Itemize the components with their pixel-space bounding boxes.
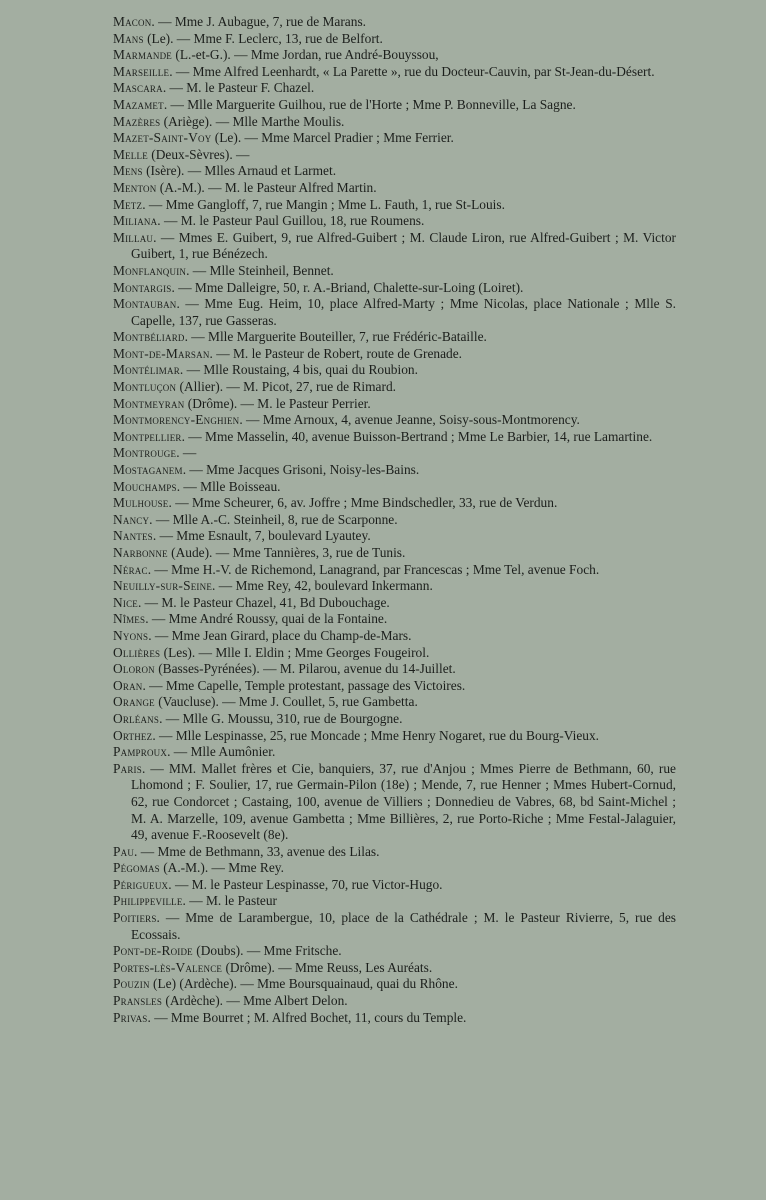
entry-place: Pamproux	[113, 744, 168, 760]
entry-text: . — Mlle Marguerite Bouteiller, 7, rue Frédéric-Bataille.	[184, 329, 487, 345]
entry-text: . — Mme Capelle, Temple protestant, passage des Victoires.	[142, 677, 466, 693]
entry-place: Mont-de-Marsan	[113, 345, 210, 361]
directory-entry	[113, 993, 676, 1010]
entry-place: Montrouge	[113, 445, 177, 461]
entry-place: Nantes	[113, 528, 153, 544]
entry-text: (Drôme). — M. le Pasteur Perrier.	[184, 395, 371, 411]
entry-text: . — M. le Pasteur Chazel, 41, Bd Dubouchage.	[137, 594, 390, 610]
entry-place: Philippeville	[113, 893, 183, 909]
directory-entry	[113, 80, 676, 97]
entry-text: . — Mmes E. Guibert, 9, rue Alfred-Guibert ; M. Claude Liron, rue Alfred-Guibert ; M. Victor Guibert, 1, rue Bénézech.	[131, 229, 676, 262]
entry-text: . —	[176, 445, 197, 461]
directory-entry	[113, 678, 676, 695]
directory-entry	[113, 329, 676, 346]
directory-entry	[113, 14, 676, 31]
entry-text: . — Mme Masselin, 40, avenue Buisson-Bertrand ; Mme Le Barbier, 14, rue Lamartine.	[181, 428, 653, 444]
entry-text: (Le). — Mme F. Leclerc, 13, rue de Belfort.	[143, 30, 383, 46]
entry-place: Monflanquin	[113, 262, 187, 278]
entry-text: . — Mme Bourret ; M. Alfred Bochet, 11, cours du Temple.	[147, 1009, 467, 1025]
entry-text: . — Mme Esnault, 7, boulevard Lyautey.	[152, 528, 371, 544]
entry-place: Périgueux	[113, 876, 169, 892]
entry-place: Mazet-Saint-Voy	[113, 130, 212, 146]
entry-text: (A.-M.). — M. le Pasteur Alfred Martin.	[156, 179, 377, 195]
directory-entry	[113, 213, 676, 230]
entry-text: . — Mlle Steinheil, Bennet.	[186, 262, 334, 278]
entry-place: Montélimar	[113, 362, 180, 378]
directory-entry	[113, 943, 676, 960]
entry-text: (L.-et-G.). — Mme Jordan, rue André-Bouyssou,	[172, 47, 439, 63]
entry-text: . — Mlle Boisseau.	[176, 478, 281, 494]
directory-entry	[113, 744, 676, 761]
entry-text: . — Mme Dalleigre, 50, r. A.-Briand, Chalette-sur-Loing (Loiret).	[171, 279, 524, 295]
directory-entry	[113, 130, 676, 147]
entry-text: . — Mme Scheurer, 6, av. Joffre ; Mme Bindschedler, 33, rue de Verdun.	[168, 495, 558, 511]
entry-place: Paris	[113, 760, 142, 776]
directory-entry	[113, 877, 676, 894]
directory-entry	[113, 147, 676, 164]
entry-text: (Deux-Sèvres). —	[147, 146, 250, 162]
entry-place: Nyons	[113, 627, 149, 643]
entry-place: Montmeyran	[113, 395, 185, 411]
entry-place: Marmande	[113, 47, 173, 63]
directory-entry	[113, 711, 676, 728]
entry-text: . — M. le Pasteur Lespinasse, 70, rue Victor-Hugo.	[168, 876, 443, 892]
directory-entry	[113, 728, 676, 745]
directory-entry	[113, 97, 676, 114]
directory-list	[113, 14, 676, 1026]
directory-entry	[113, 64, 676, 81]
entry-text: (A.-M.). — Mme Rey.	[159, 860, 284, 876]
directory-entry	[113, 479, 676, 496]
directory-entry	[113, 197, 676, 214]
entry-text: . — Mme de Larambergue, 10, place de la Cathédrale ; M. le Pasteur Rivierre, 5, rue des Ecossais.	[131, 910, 676, 942]
directory-entry	[113, 545, 676, 562]
entry-place: Miliana	[113, 213, 158, 229]
entry-text: (Ardèche). — Mme Albert Delon.	[162, 993, 348, 1009]
entry-place: Mans	[113, 30, 144, 46]
directory-entry	[113, 412, 676, 429]
directory-entry	[113, 180, 676, 197]
entry-text: . — Mlle G. Moussu, 310, rue de Bourgogne.	[159, 710, 403, 726]
entry-text: . — Mlle Roustaing, 4 bis, quai du Roubion.	[179, 362, 418, 378]
directory-entry	[113, 960, 676, 977]
entry-text: (Vaucluse). — Mme J. Coullet, 5, rue Gambetta.	[154, 694, 418, 710]
entry-place: Privas	[113, 1009, 148, 1025]
entry-text: . — MM. Mallet frères et Cie, banquiers, 37, rue d'Anjou ; Mmes Pierre de Bethmann, 60, rue Lhomond ; F. Soulier, 17, rue Germain-Pilon (18e) ; Mende, 7, rue Henner ; Mmes Hubert-Cornud, 62, rue Condorcet ; Castaing, 100, avenue de Villiers ; Donnedieu de Vabres, 68, bd Saint-Michel ; M. A. Marzelle, 109, avenue Gambetta ; Mme Billières, 2, rue Porto-Riche ; Mme Festal-Jalaguier, 49, avenue F.-Roosevelt (8e).	[131, 760, 676, 843]
directory-entry	[113, 595, 676, 612]
directory-entry	[113, 694, 676, 711]
entry-place: Pouzin	[113, 976, 150, 992]
entry-text: (Ariège). — Mlle Marthe Moulis.	[160, 113, 345, 129]
directory-entry	[113, 844, 676, 861]
directory-entry	[113, 976, 676, 993]
directory-entry	[113, 512, 676, 529]
entry-text: . — Mme Arnoux, 4, avenue Jeanne, Soisy-sous-Montmorency.	[239, 412, 580, 428]
entry-place: Neuilly-sur-Seine	[113, 578, 213, 594]
entry-text: (Le) (Ardèche). — Mme Boursquainaud, quai du Rhône.	[149, 976, 458, 992]
entry-text: . — Mme Alfred Leenhardt, « La Parette », rue du Docteur-Cauvin, par St-Jean-du-Désert.	[169, 63, 655, 79]
directory-entry	[113, 280, 676, 297]
entry-text: (Le). — Mme Marcel Pradier ; Mme Ferrier.	[211, 130, 454, 146]
entry-place: Oloron	[113, 661, 155, 677]
entry-text: . — Mme Jean Girard, place du Champ-de-Mars.	[148, 627, 412, 643]
entry-place: Montargis	[113, 279, 172, 295]
entry-place: Portes-lès-Valence	[113, 959, 223, 975]
entry-place: Nice	[113, 594, 138, 610]
directory-entry	[113, 611, 676, 628]
entry-place: Poitiers	[113, 910, 157, 926]
entry-place: Orange	[113, 694, 155, 710]
entry-text: . — Mme Rey, 42, boulevard Inkermann.	[212, 578, 433, 594]
directory-entry	[113, 47, 676, 64]
directory-entry	[113, 429, 676, 446]
entry-text: . — M. le Pasteur F. Chazel.	[162, 80, 315, 96]
directory-entry	[113, 645, 676, 662]
directory-entry	[113, 263, 676, 280]
entry-text: . — Mlle Aumônier.	[167, 744, 276, 760]
directory-entry	[113, 379, 676, 396]
directory-entry	[113, 910, 676, 943]
directory-entry	[113, 230, 676, 263]
directory-entry	[113, 761, 676, 844]
entry-place: Mascara	[113, 80, 163, 96]
entry-place: Ollières	[113, 644, 161, 660]
entry-place: Narbonne	[113, 545, 168, 560]
entry-place: Nancy	[113, 511, 150, 527]
directory-entry	[113, 396, 676, 413]
entry-place: Mazères	[113, 113, 161, 129]
directory-entry	[113, 346, 676, 363]
entry-place: Marseille	[113, 63, 170, 79]
entry-text: . — Mme Eug. Heim, 10, place Alfred-Marty ; Mme Nicolas, place Nationale ; Mlle S. Capelle, 137, rue Gasseras.	[131, 296, 676, 328]
directory-entry	[113, 1010, 676, 1027]
directory-entry	[113, 578, 676, 595]
entry-text: . — Mme de Bethmann, 33, avenue des Lilas.	[134, 843, 380, 859]
entry-text: . — Mme Jacques Grisoni, Noisy-les-Bains.	[182, 462, 420, 478]
entry-place: Pransles	[113, 993, 163, 1009]
entry-place: Pau	[113, 843, 135, 859]
directory-entry	[113, 628, 676, 645]
entry-place: Mostaganem	[113, 462, 183, 478]
entry-place: Metz	[113, 196, 143, 212]
entry-text: . — Mme Gangloff, 7, rue Mangin ; Mme L. Fauth, 1, rue St-Louis.	[142, 196, 505, 212]
entry-place: Pont-de-Roide	[113, 943, 193, 959]
directory-entry	[113, 362, 676, 379]
directory-entry	[113, 528, 676, 545]
directory-entry	[113, 860, 676, 877]
entry-text: (Drôme). — Mme Reuss, Les Auréats.	[222, 959, 433, 975]
directory-entry	[113, 893, 676, 910]
entry-text: . — Mlle Marguerite Guilhou, rue de l'Horte ; Mme P. Bonneville, La Sagne.	[163, 96, 576, 112]
entry-place: Mens	[113, 163, 143, 179]
entry-place: Montluçon	[113, 379, 177, 395]
entry-place: Nîmes	[113, 611, 146, 627]
entry-text: (Doubs). — Mme Fritsche.	[192, 943, 342, 959]
entry-place: Mouchamps	[113, 478, 177, 494]
entry-text: (Basses-Pyrénées). — M. Pilarou, avenue du 14-Juillet.	[154, 661, 456, 677]
entry-place: Oran	[113, 677, 143, 693]
entry-place: Melle	[113, 146, 148, 162]
directory-entry	[113, 31, 676, 48]
entry-place: Orléans	[113, 710, 160, 726]
directory-entry	[113, 495, 676, 512]
entry-text: . — M. le Pasteur de Robert, route de Grenade.	[209, 345, 463, 361]
entry-place: Millau	[113, 229, 154, 245]
entry-text: (Aude). — Mme Tannières, 3, rue de Tunis.	[167, 545, 406, 560]
entry-place: Nérac	[113, 561, 148, 577]
directory-entry	[113, 445, 676, 462]
directory-entry	[113, 296, 676, 329]
entry-text: . — Mlle Lespinasse, 25, rue Moncade ; Mme Henry Nogaret, rue du Bourg-Vieux.	[152, 727, 600, 743]
entry-text: (Isère). — Mlles Arnaud et Larmet.	[142, 163, 337, 179]
entry-text: . — M. le Pasteur Paul Guillou, 18, rue Roumens.	[157, 213, 425, 229]
entry-text: (Les). — Mlle I. Eldin ; Mme Georges Fougeirol.	[160, 644, 430, 660]
entry-place: Menton	[113, 179, 157, 195]
entry-place: Montmorency-Enghien	[113, 412, 240, 428]
entry-text: (Allier). — M. Picot, 27, rue de Rimard.	[176, 379, 396, 395]
entry-place: Montpellier	[113, 428, 182, 444]
directory-entry	[113, 562, 676, 579]
entry-text: . — Mme André Roussy, quai de la Fontaine.	[145, 611, 388, 627]
directory-entry	[113, 163, 676, 180]
directory-entry	[113, 114, 676, 131]
entry-place: Orthez	[113, 727, 153, 743]
entry-place: Pégomas	[113, 860, 160, 876]
directory-entry	[113, 661, 676, 678]
entry-text: . — Mme J. Aubague, 7, rue de Marans.	[151, 14, 366, 29]
entry-text: . — M. le Pasteur	[182, 893, 278, 909]
directory-entry	[113, 462, 676, 479]
entry-place: Montbéliard	[113, 329, 185, 345]
entry-place: Montauban	[113, 296, 177, 312]
entry-place: Mazamet	[113, 96, 164, 112]
entry-place: Macon	[113, 14, 152, 29]
entry-place: Mulhouse	[113, 495, 169, 511]
entry-text: . — Mme H.-V. de Richemond, Lanagrand, par Francescas ; Mme Tel, avenue Foch.	[147, 561, 600, 577]
entry-text: . — Mlle A.-C. Steinheil, 8, rue de Scarponne.	[149, 511, 398, 527]
